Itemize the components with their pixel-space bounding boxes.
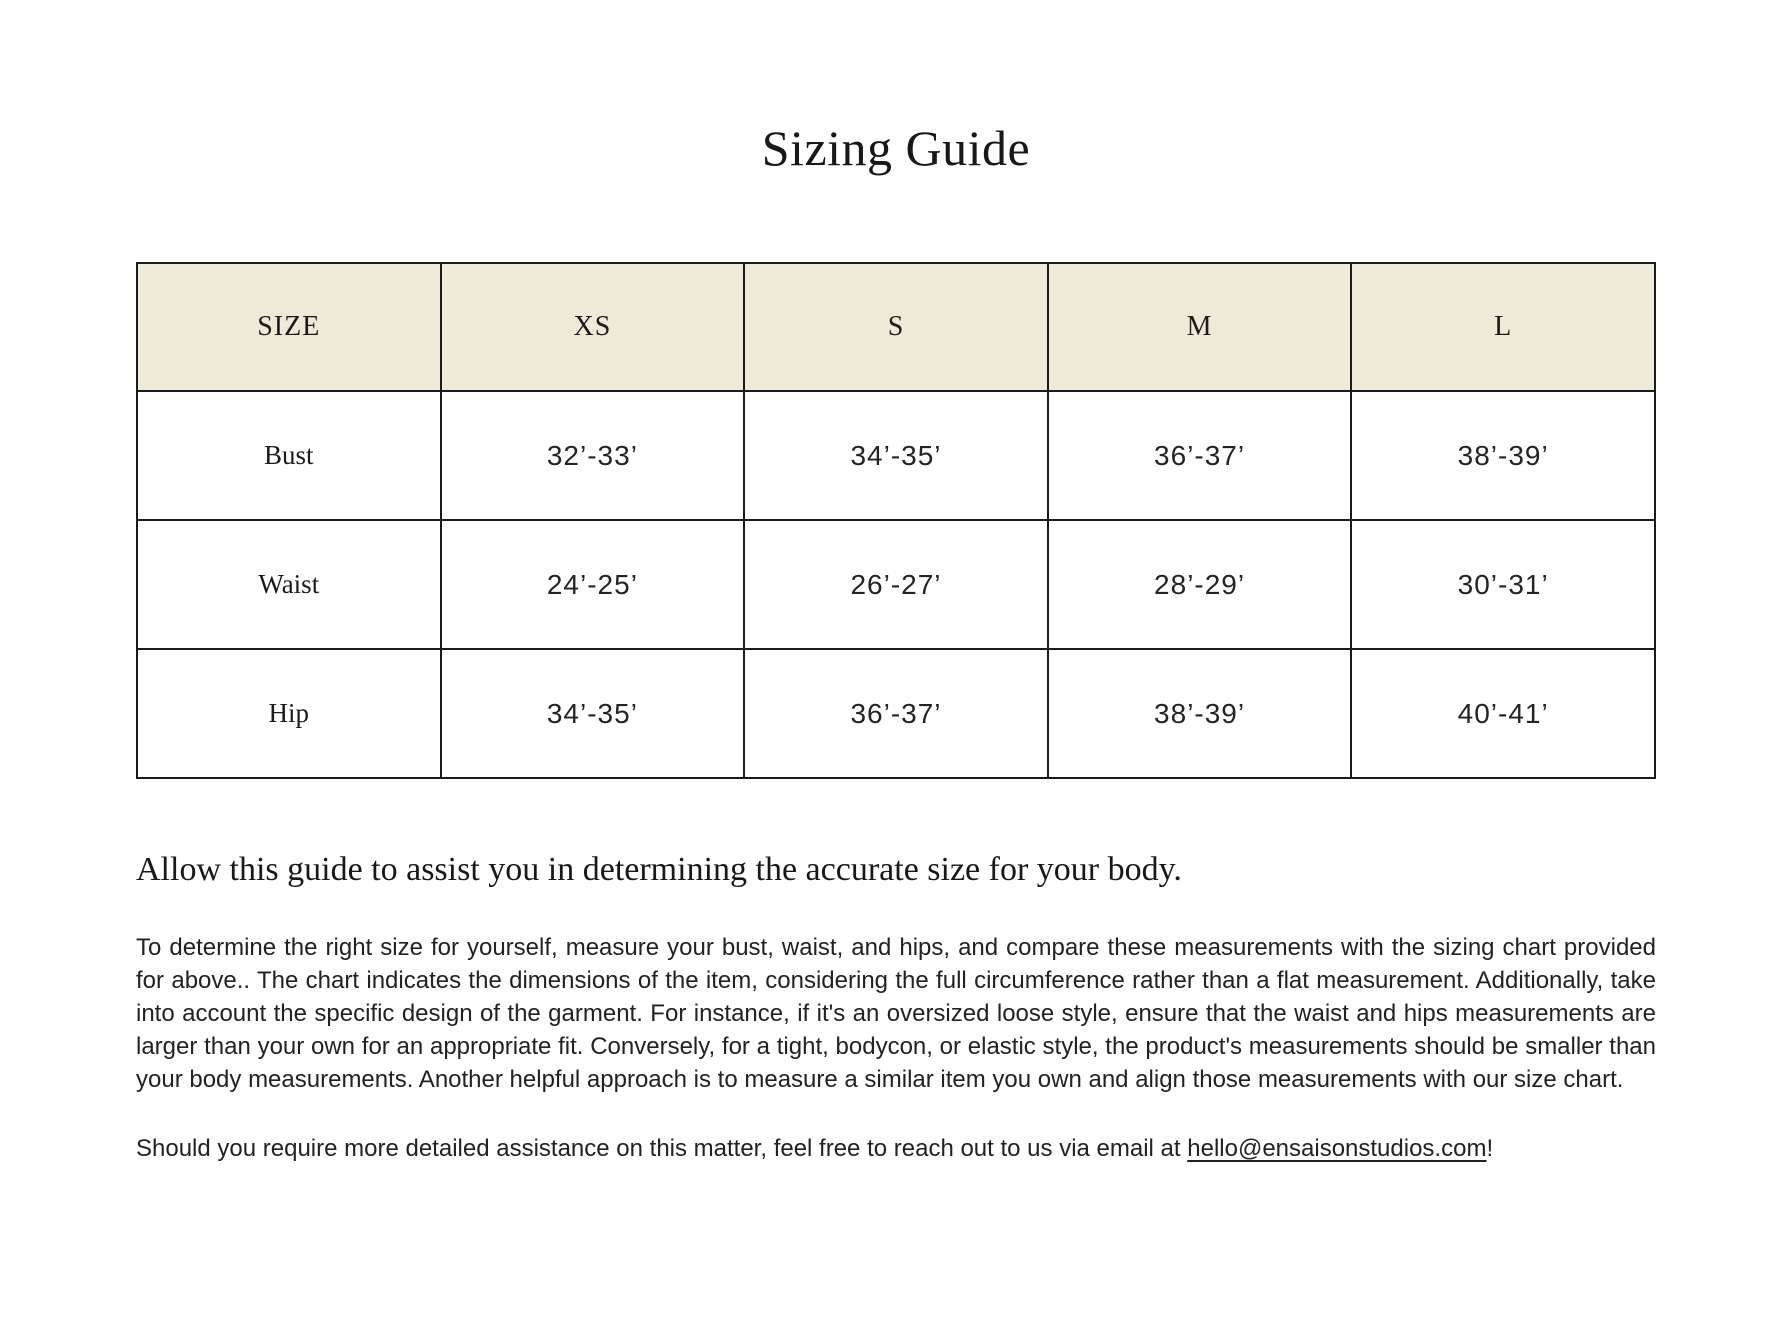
hip-s-value: 36’-37’ — [744, 649, 1048, 778]
table-row-waist — [137, 520, 1655, 649]
waist-s-value: 26’-27’ — [744, 520, 1048, 649]
email-link[interactable]: hello@ensaisonstudios.com — [1187, 1135, 1487, 1162]
contact-prefix-text: Should you require more detailed assistance on this matter, feel free to reach out to us via email at — [136, 1135, 1188, 1162]
sizing-instructions-paragraph: To determine the right size for yourself, measure your bust, waist, and hips, and compare these measurements with the sizing chart provided for above.. The chart indicates the dimensions of the item, considering the full circumference rather than a flat measurement. Additionally, take into account the specific design of the garment. For instance, if it's an oversized loose style, ensure that the waist and hips measurements are larger than your own for an appropriate fit. Conversely, for a tight, bodycon, or elastic style, the product's measurements should be smaller than your body measurements. Another helpful approach is to measure a similar item you own and align those measurements with our size chart. — [136, 934, 1656, 1093]
table-row-hip — [137, 649, 1655, 778]
table-row-bust — [137, 391, 1655, 520]
sizing-table — [136, 262, 1656, 779]
bust-xs-value: 32’-33’ — [441, 391, 745, 520]
header-cell-size: SIZE — [137, 263, 441, 391]
hip-m-value: 38’-39’ — [1048, 649, 1352, 778]
header-cell-s: S — [744, 263, 1048, 391]
waist-xs-value: 24’-25’ — [441, 520, 745, 649]
header-cell-m: M — [1048, 263, 1352, 391]
page-title: Sizing Guide — [761, 120, 1031, 176]
waist-m-value: 28’-29’ — [1048, 520, 1352, 649]
row-label-bust: Bust — [137, 391, 441, 520]
table-header-row — [137, 263, 1655, 391]
hip-l-value: 40’-41’ — [1351, 649, 1655, 778]
intro-heading: Allow this guide to assist you in determining the accurate size for your body. — [136, 851, 1182, 888]
row-label-waist: Waist — [137, 520, 441, 649]
bust-s-value: 34’-35’ — [744, 391, 1048, 520]
bust-m-value: 36’-37’ — [1048, 391, 1352, 520]
row-label-hip: Hip — [137, 649, 441, 778]
contact-suffix-text: ! — [1486, 1135, 1494, 1162]
hip-xs-value: 34’-35’ — [441, 649, 745, 778]
bust-l-value: 38’-39’ — [1351, 391, 1655, 520]
header-cell-xs: XS — [441, 263, 745, 391]
contact-paragraph — [136, 1132, 1656, 1165]
waist-l-value: 30’-31’ — [1351, 520, 1655, 649]
header-cell-l: L — [1351, 263, 1655, 391]
